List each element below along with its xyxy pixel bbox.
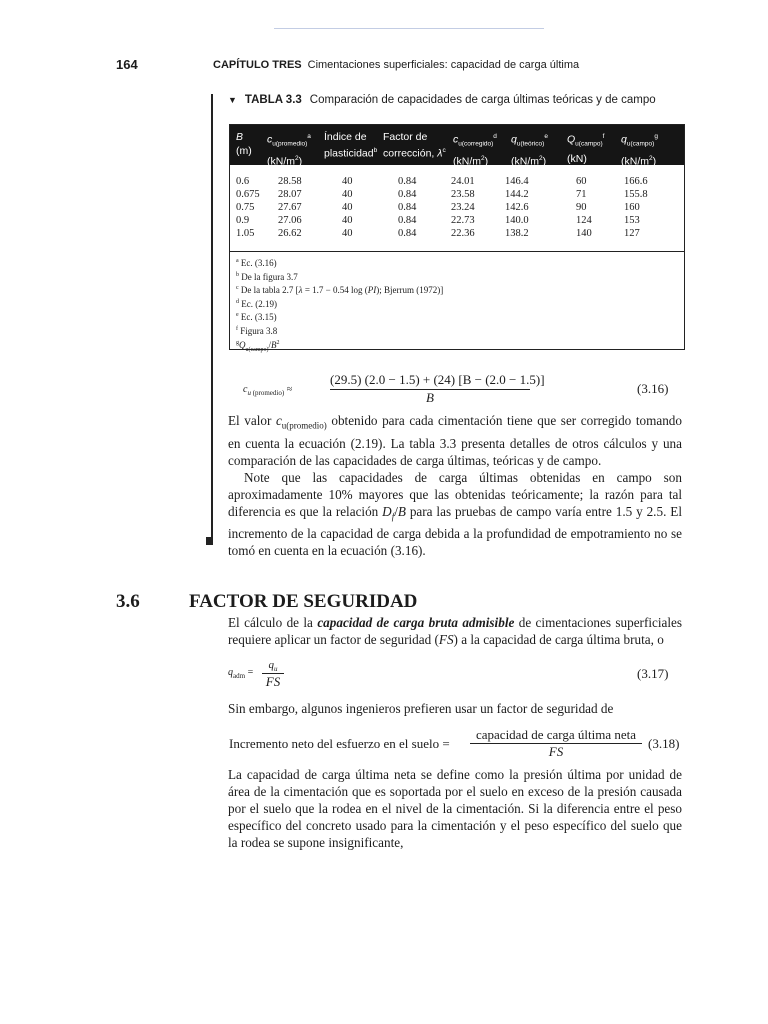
equation-317-lhs: $q_{adm}$ =	[228, 667, 254, 680]
footnote-b: $^b$ De la figura 3.7	[236, 271, 298, 282]
sidebar-rule	[211, 94, 213, 544]
table-cell: 138.2	[505, 228, 529, 239]
body-paragraphs-top	[228, 412, 682, 559]
col-qu-campo: $Q_{u(campo)}^f$ (kN)	[567, 133, 605, 165]
table-cell: 28.58	[278, 176, 302, 187]
table-cell: 140.0	[505, 215, 529, 226]
footnote-a: $^a$ Ec. (3.16)	[236, 258, 277, 268]
table-cell: 0.6	[236, 176, 250, 187]
col-indice-plasticidad: Índice de plasticidad$^b$	[324, 131, 378, 160]
table-cell: 1.05	[236, 228, 255, 239]
sidebar-rule-end	[206, 537, 213, 545]
col-qu-teorico: $q_{u(teórico)}^e$ $(kN/m^2)$	[511, 133, 548, 168]
col-qu-campo-area: $q_{u(campo)}^g$ $(kN/m^2)$	[621, 133, 658, 168]
table-cell: 22.73	[451, 215, 475, 226]
table-footnotes	[236, 256, 443, 356]
table-cell: 142.6	[505, 202, 529, 213]
top-rule	[274, 28, 544, 29]
table-cell: 40	[342, 228, 353, 239]
table-cell: 71	[576, 189, 587, 200]
col-factor-correccion: Factor de corrección, $\lambda^c$	[383, 131, 446, 160]
table-cell: 0.9	[236, 215, 250, 226]
table-cell: 40	[342, 189, 353, 200]
table-label: TABLA 3.3	[244, 94, 302, 106]
table-cell: 26.62	[278, 228, 302, 239]
table-cell: 27.06	[278, 215, 302, 226]
table-cell: 140	[576, 228, 592, 239]
table-cell: 144.2	[505, 189, 529, 200]
chapter-label: CAPÍTULO TRES	[213, 59, 302, 71]
table-cell: 28.07	[278, 189, 302, 200]
equation-318-number: (3.18)	[648, 736, 680, 751]
triangle-marker-icon: ▼	[228, 95, 237, 105]
table-cell: 0.75	[236, 202, 255, 213]
paragraph-5: La capacidad de carga última neta se define como la presión última por unidad de área de la cimentación que es soportada por el suelo en exceso de la presión causada por el suelo que la rodea en el nivel de la cimentación. Si la diferencia entre el peso específico del concreto usado para la cimentación y el peso específico del suelo que la rodea se supone insignificante,	[228, 767, 682, 850]
table-cell: 24.01	[451, 176, 475, 187]
col-cu-promedio: $c_{u(promedio)}^a$ $(kN/m^2)$	[267, 133, 311, 168]
paragraph-4: Sin embargo, algunos ingenieros prefieren usar un factor de seguridad de	[228, 701, 614, 716]
footnote-d: $^d$ Ec. (2.19)	[236, 298, 277, 309]
table-notes-divider	[230, 251, 684, 252]
equation-316-number: (3.16)	[637, 381, 669, 396]
footnote-c: $^c$ De la tabla 2.7 [λ = 1.7 − 0.54 log (PI); Bjerrum (1972)]	[236, 285, 444, 296]
section-number: 3.6	[116, 591, 140, 612]
table-caption-text: Comparación de capacidades de carga últimas teóricas y de campo	[309, 94, 656, 106]
table-cell: 0.675	[236, 189, 260, 200]
table-cell: 0.84	[398, 228, 417, 239]
table-cell: 40	[342, 176, 353, 187]
col-cu-corregido: $c_{u(corregido)}^d$ $(kN/m^2)$	[453, 133, 497, 168]
table-cell: 124	[576, 215, 592, 226]
paragraph-2: Note que las capacidades de carga últimas obtenidas en campo son aproximadamente 10% mayores que las obtenidas teóricamente; la razón para tal diferencia es que la relación $D_f/B$ para las pruebas de campo varía entre 1.5 y 2.5. El incremento de la capacidad de carga debida a la profundidad de empotramiento no se tomó en cuenta en la ecuación (3.16).	[228, 469, 682, 559]
table-cell: 160	[624, 202, 640, 213]
table-cell: 27.67	[278, 202, 302, 213]
paragraph-1: El valor $c_{u(promedio)}$ obtenido para cada cimentación tiene que ser corregido tomando en cuenta la ecuación (2.19). La tabla 3.3 presenta detalles de otros cálculos y una comparación de las capacidades de carga últimas, teóricas y de campo.	[228, 413, 682, 468]
equation-316-lhs: $c_{u (promedio)}$ ≈	[243, 384, 293, 397]
table-cell: 0.84	[398, 189, 417, 200]
footnote-e: $^e$ Ec. (3.15)	[236, 312, 277, 323]
table-cell: 23.58	[451, 189, 475, 200]
equation-316-numerator: (29.5) (2.0 − 1.5) + (24) [B − (2.0 − 1.5)]	[330, 372, 545, 387]
table-cell: 0.84	[398, 176, 417, 187]
table-cell: 23.24	[451, 202, 475, 213]
equation-317-numerator: $q_u$	[268, 659, 278, 674]
footnote-f: $^f$ Figura 3.8	[236, 325, 278, 336]
running-head	[213, 59, 579, 71]
table-cell: 90	[576, 202, 587, 213]
equation-316-denominator: B	[426, 390, 434, 405]
section-title: FACTOR DE SEGURIDAD	[189, 591, 418, 612]
paragraph-3: El cálculo de la capacidad de carga bruta admisible de cimentaciones superficiales requiere aplicar un factor de seguridad (FS) a la capacidad de carga última bruta, o	[228, 615, 683, 647]
table-header	[230, 125, 684, 168]
equation-318-denominator: FS	[548, 744, 564, 759]
equation-318-numerator: capacidad de carga última neta	[475, 727, 636, 742]
equation-317-number: (3.17)	[637, 666, 669, 681]
comparison-table	[229, 124, 685, 353]
table-cell: 0.84	[398, 202, 417, 213]
footnote-g: $^gQ_{u(campo)}/B^2$	[236, 339, 280, 353]
table-cell: 153	[624, 215, 640, 226]
equation-317-denominator: FS	[265, 674, 281, 689]
table-cell: 166.6	[624, 176, 648, 187]
table-cell: 60	[576, 176, 587, 187]
table-cell: 40	[342, 202, 353, 213]
table-cell: 155.8	[624, 189, 648, 200]
table-cell: 146.4	[505, 176, 529, 187]
table-cell: 40	[342, 215, 353, 226]
table-cell: 22.36	[451, 228, 475, 239]
table-cell: 0.84	[398, 215, 417, 226]
col-b: B (m)	[236, 131, 252, 157]
table-caption	[228, 94, 656, 106]
page-number: 164	[116, 57, 138, 72]
running-title: Cimentaciones superficiales: capacidad de carga última	[307, 59, 580, 71]
equation-318-lhs: Incremento neto del esfuerzo en el suelo =	[229, 736, 450, 751]
table-cell: 127	[624, 228, 640, 239]
